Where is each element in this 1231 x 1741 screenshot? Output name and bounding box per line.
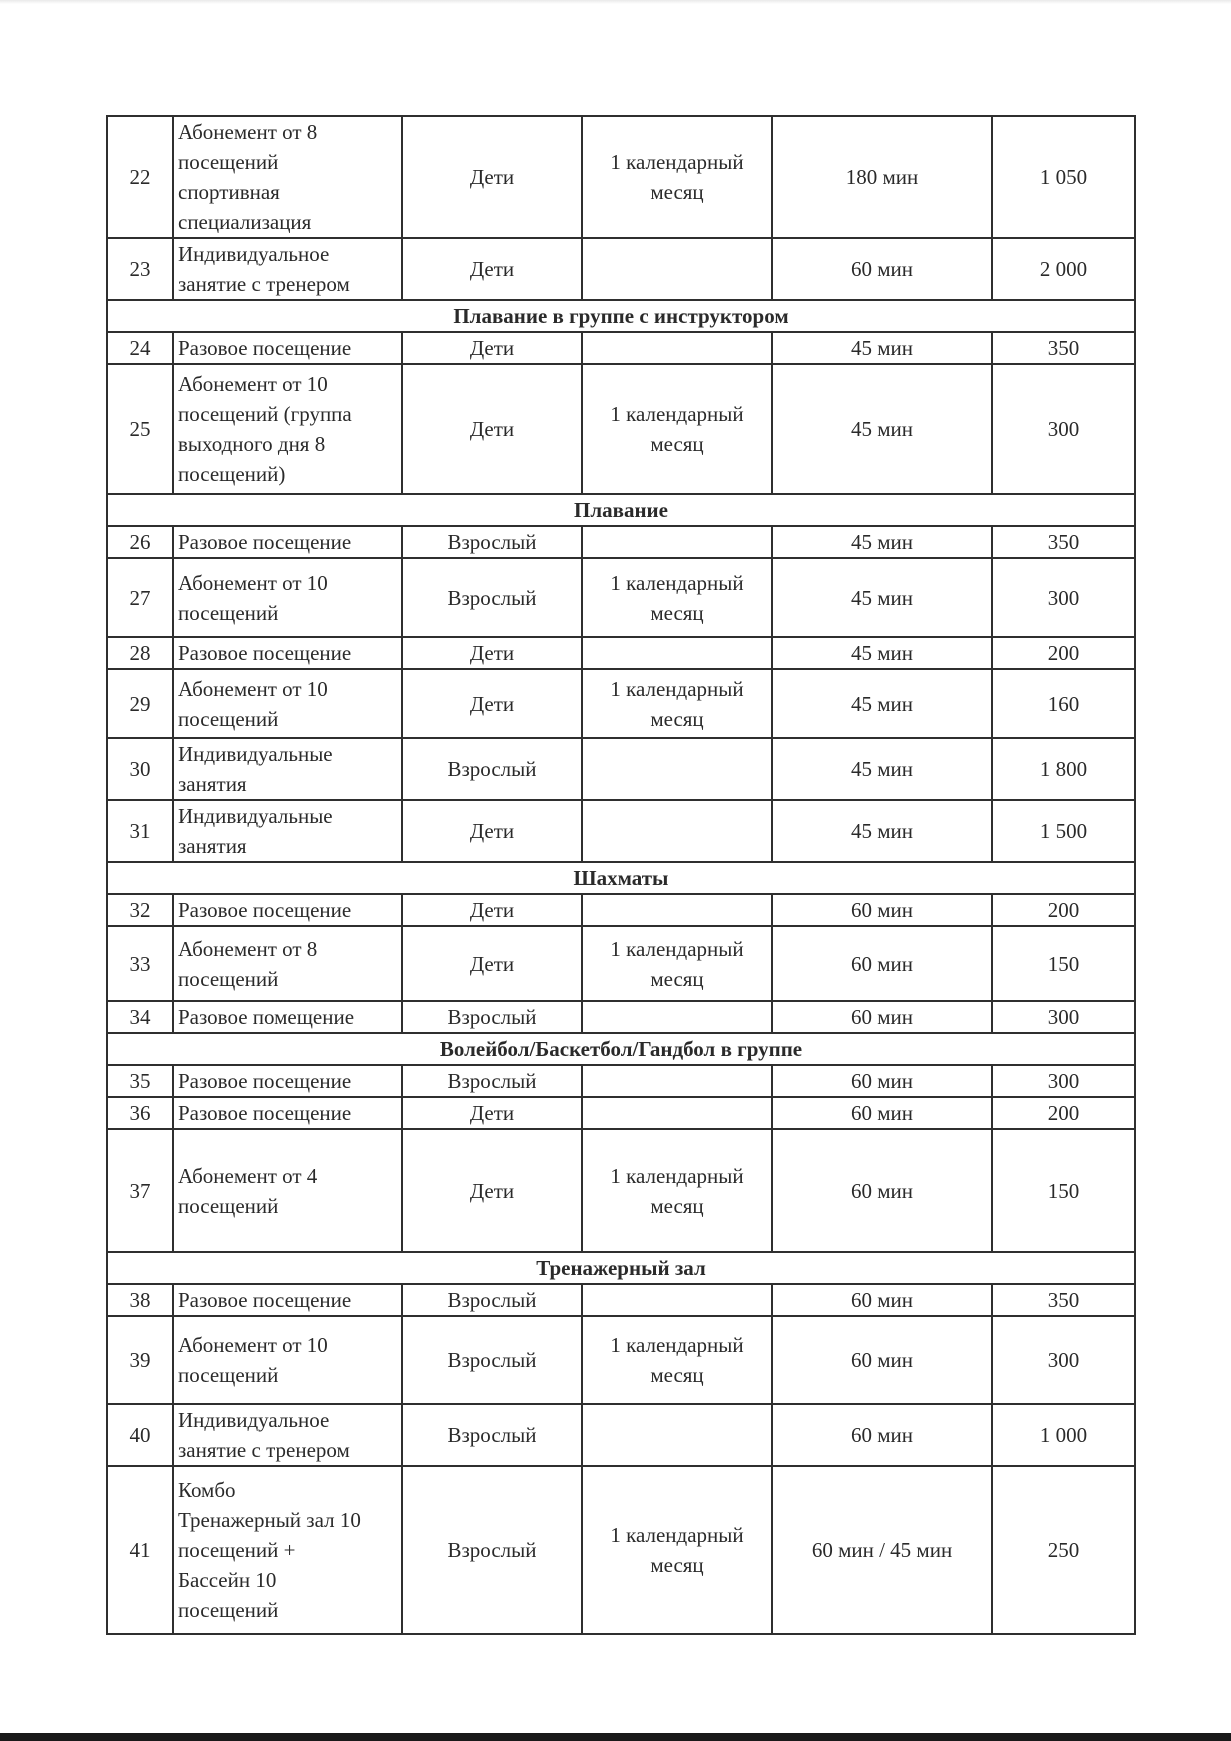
validity-period: 1 календарный месяц	[582, 116, 772, 238]
session-duration: 60 мин	[772, 1129, 992, 1252]
session-duration: 45 мин	[772, 738, 992, 800]
session-duration: 45 мин	[772, 526, 992, 558]
row-number: 38	[107, 1284, 173, 1316]
table-row	[107, 364, 1135, 494]
service-name: Абонемент от 4 посещений	[173, 1129, 402, 1252]
client-category: Взрослый	[402, 526, 582, 558]
client-category: Взрослый	[402, 1001, 582, 1033]
row-number: 37	[107, 1129, 173, 1252]
price-value: 200	[992, 894, 1135, 926]
service-name: Разовое посещение	[173, 637, 402, 669]
session-duration: 45 мин	[772, 558, 992, 637]
table-row	[107, 669, 1135, 738]
service-name: Разовое посещение	[173, 1065, 402, 1097]
validity-period	[582, 526, 772, 558]
price-value: 150	[992, 1129, 1135, 1252]
table-row	[107, 1097, 1135, 1129]
service-name: Разовое помещение	[173, 1001, 402, 1033]
row-number: 31	[107, 800, 173, 862]
validity-period	[582, 1284, 772, 1316]
table-row	[107, 637, 1135, 669]
validity-period	[582, 800, 772, 862]
service-name: Разовое посещение	[173, 526, 402, 558]
validity-period	[582, 1097, 772, 1129]
section-title: Волейбол/Баскетбол/Гандбол в группе	[107, 1033, 1135, 1065]
client-category: Взрослый	[402, 1404, 582, 1466]
validity-period	[582, 738, 772, 800]
session-duration: 60 мин	[772, 894, 992, 926]
price-value: 200	[992, 637, 1135, 669]
row-number: 35	[107, 1065, 173, 1097]
client-category: Дети	[402, 238, 582, 300]
service-name: Индивидуальные занятия	[173, 738, 402, 800]
row-number: 33	[107, 926, 173, 1001]
price-value: 1 500	[992, 800, 1135, 862]
validity-period: 1 календарный месяц	[582, 926, 772, 1001]
row-number: 30	[107, 738, 173, 800]
price-value: 300	[992, 558, 1135, 637]
client-category: Дети	[402, 116, 582, 238]
row-number: 36	[107, 1097, 173, 1129]
client-category: Дети	[402, 332, 582, 364]
table-row	[107, 332, 1135, 364]
row-number: 41	[107, 1466, 173, 1634]
section-header-row	[107, 1033, 1135, 1065]
session-duration: 45 мин	[772, 332, 992, 364]
service-name: Разовое посещение	[173, 1284, 402, 1316]
validity-period	[582, 238, 772, 300]
scan-top-edge	[0, 0, 1231, 4]
price-value: 150	[992, 926, 1135, 1001]
validity-period	[582, 637, 772, 669]
table-row	[107, 1065, 1135, 1097]
service-name: Абонемент от 8 посещений	[173, 926, 402, 1001]
table-row	[107, 1316, 1135, 1404]
price-value: 200	[992, 1097, 1135, 1129]
service-name: Комбо Тренажерный зал 10 посещений + Бассейн 10 посещений	[173, 1466, 402, 1634]
table-row	[107, 926, 1135, 1001]
session-duration: 45 мин	[772, 364, 992, 494]
validity-period: 1 календарный месяц	[582, 1129, 772, 1252]
row-number: 24	[107, 332, 173, 364]
client-category: Дети	[402, 669, 582, 738]
session-duration: 60 мин	[772, 238, 992, 300]
price-table	[106, 115, 1136, 1635]
section-title: Плавание	[107, 494, 1135, 526]
client-category: Взрослый	[402, 738, 582, 800]
service-name: Абонемент от 10 посещений (группа выходного дня 8 посещений)	[173, 364, 402, 494]
session-duration: 60 мин	[772, 1316, 992, 1404]
validity-period	[582, 332, 772, 364]
price-value: 250	[992, 1466, 1135, 1634]
client-category: Дети	[402, 1129, 582, 1252]
table-row	[107, 1001, 1135, 1033]
client-category: Дети	[402, 894, 582, 926]
validity-period	[582, 1404, 772, 1466]
price-value: 1 050	[992, 116, 1135, 238]
price-value: 350	[992, 526, 1135, 558]
table-row	[107, 558, 1135, 637]
table-row	[107, 738, 1135, 800]
section-header-row	[107, 300, 1135, 332]
client-category: Взрослый	[402, 1316, 582, 1404]
client-category: Дети	[402, 364, 582, 494]
table-row	[107, 1404, 1135, 1466]
session-duration: 60 мин / 45 мин	[772, 1466, 992, 1634]
validity-period: 1 календарный месяц	[582, 558, 772, 637]
service-name: Разовое посещение	[173, 332, 402, 364]
section-header-row	[107, 494, 1135, 526]
service-name: Разовое посещение	[173, 1097, 402, 1129]
session-duration: 60 мин	[772, 1001, 992, 1033]
table-row	[107, 894, 1135, 926]
service-name: Абонемент от 8 посещений спортивная специализация	[173, 116, 402, 238]
row-number: 22	[107, 116, 173, 238]
price-value: 300	[992, 1065, 1135, 1097]
price-table-body	[107, 116, 1135, 1634]
validity-period: 1 календарный месяц	[582, 364, 772, 494]
table-row	[107, 800, 1135, 862]
session-duration: 60 мин	[772, 1097, 992, 1129]
table-row	[107, 1284, 1135, 1316]
section-header-row	[107, 1252, 1135, 1284]
row-number: 23	[107, 238, 173, 300]
validity-period: 1 календарный месяц	[582, 1466, 772, 1634]
row-number: 34	[107, 1001, 173, 1033]
service-name: Индивидуальные занятия	[173, 800, 402, 862]
price-value: 1 800	[992, 738, 1135, 800]
session-duration: 60 мин	[772, 926, 992, 1001]
service-name: Абонемент от 10 посещений	[173, 558, 402, 637]
client-category: Дети	[402, 926, 582, 1001]
session-duration: 45 мин	[772, 637, 992, 669]
table-row	[107, 238, 1135, 300]
price-value: 1 000	[992, 1404, 1135, 1466]
client-category: Дети	[402, 800, 582, 862]
client-category: Взрослый	[402, 1284, 582, 1316]
session-duration: 60 мин	[772, 1404, 992, 1466]
price-value: 2 000	[992, 238, 1135, 300]
service-name: Абонемент от 10 посещений	[173, 1316, 402, 1404]
validity-period	[582, 1065, 772, 1097]
row-number: 27	[107, 558, 173, 637]
row-number: 25	[107, 364, 173, 494]
session-duration: 45 мин	[772, 669, 992, 738]
price-value: 300	[992, 1001, 1135, 1033]
validity-period: 1 календарный месяц	[582, 669, 772, 738]
row-number: 26	[107, 526, 173, 558]
validity-period: 1 календарный месяц	[582, 1316, 772, 1404]
row-number: 39	[107, 1316, 173, 1404]
table-row	[107, 1466, 1135, 1634]
price-value: 160	[992, 669, 1135, 738]
client-category: Дети	[402, 637, 582, 669]
price-value: 300	[992, 1316, 1135, 1404]
service-name: Индивидуальное занятие с тренером	[173, 1404, 402, 1466]
session-duration: 180 мин	[772, 116, 992, 238]
session-duration: 60 мин	[772, 1065, 992, 1097]
client-category: Взрослый	[402, 1065, 582, 1097]
client-category: Взрослый	[402, 1466, 582, 1634]
scan-bottom-edge	[0, 1733, 1231, 1741]
table-row	[107, 1129, 1135, 1252]
session-duration: 60 мин	[772, 1284, 992, 1316]
section-title: Тренажерный зал	[107, 1252, 1135, 1284]
price-value: 350	[992, 332, 1135, 364]
section-title: Плавание в группе с инструктором	[107, 300, 1135, 332]
price-value: 350	[992, 1284, 1135, 1316]
row-number: 32	[107, 894, 173, 926]
row-number: 28	[107, 637, 173, 669]
validity-period	[582, 894, 772, 926]
table-row	[107, 116, 1135, 238]
service-name: Разовое посещение	[173, 894, 402, 926]
price-value: 300	[992, 364, 1135, 494]
service-name: Индивидуальное занятие с тренером	[173, 238, 402, 300]
service-name: Абонемент от 10 посещений	[173, 669, 402, 738]
client-category: Взрослый	[402, 558, 582, 637]
row-number: 29	[107, 669, 173, 738]
section-header-row	[107, 862, 1135, 894]
client-category: Дети	[402, 1097, 582, 1129]
section-title: Шахматы	[107, 862, 1135, 894]
table-row	[107, 526, 1135, 558]
validity-period	[582, 1001, 772, 1033]
session-duration: 45 мин	[772, 800, 992, 862]
row-number: 40	[107, 1404, 173, 1466]
